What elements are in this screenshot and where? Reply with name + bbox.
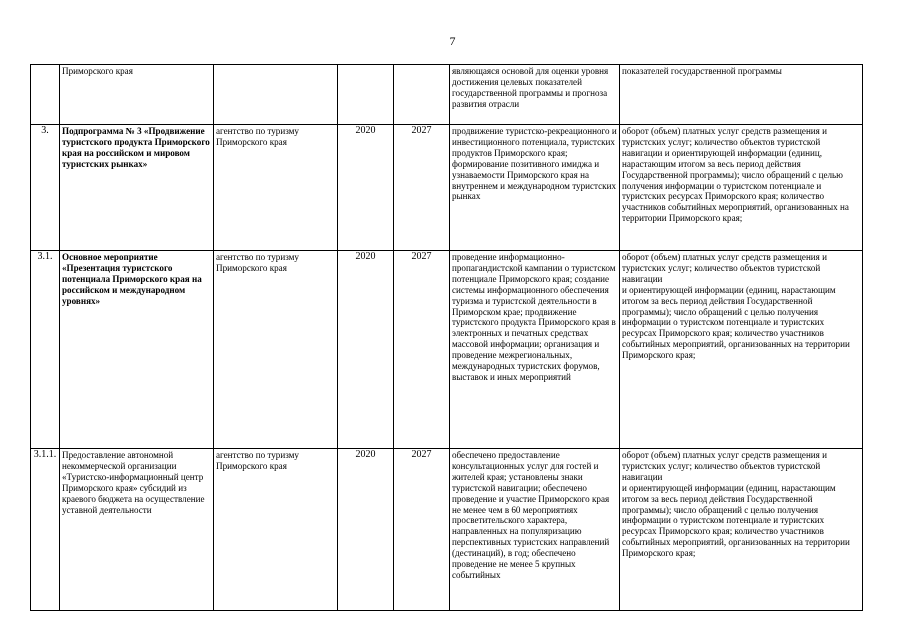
row-number-cell: 3. (31, 125, 60, 251)
row-result-cell: продвижение туристско-рекреационного и инвестиционного потенциала, туристских продуктов Приморского края; формирование позитивного имиджа и узнаваемости Приморского края на внутреннем и международном туристских рынках (450, 125, 620, 251)
row-executor-cell: агентство по туризму Приморского края (214, 125, 338, 251)
table-row (31, 125, 863, 251)
row-result-cell: обеспечено предоставление консультационных услуг для гостей и жителей края; установлены знаки туристской навигации; обеспечено проведение и участие Приморского края не менее чем в 60 мероприятиях просветительского характера, направленных на популяризацию перспективных туристских направлений (дестинаций), в год; обеспечено проведение не менее 5 крупных событийных (450, 449, 620, 611)
row-number-cell: 3.1. (31, 251, 60, 449)
row-start-year-cell: 2020 (338, 251, 394, 449)
row-number-cell: 3.1.1. (31, 449, 60, 611)
row-indicators-cell: оборот (объем) платных услуг средств размещения и туристских услуг; количество объектов туристской навигации и ориентирующей информации (единиц, нарастающим итогом за весь период действия Государственной программы); число обращений с целью получения информации о туристском потенциале и туристских ресурсах Приморского края; количество участников событийных мероприятий, организованных на территории Приморского края; (620, 449, 863, 611)
page-number: 7 (449, 34, 456, 48)
row-indicators-cell: показателей государственной программы (620, 65, 863, 125)
row-end-year-cell: 2027 (394, 251, 450, 449)
table-row (31, 65, 863, 125)
row-result-cell: проведение информационно-пропагандистской кампании о туристском потенциале Приморского края; создание системы информационного обеспечения туризма и туристской деятельности в Приморском крае; продвижение туристского продукта Приморского края в электронных и печатных средствах массовой информации; организация и проведение межрегиональных, международных туристских форумов, выставок и иных мероприятий (450, 251, 620, 449)
row-end-year-cell: 2027 (394, 449, 450, 611)
table-row (31, 251, 863, 449)
row-indicators-cell: оборот (объем) платных услуг средств размещения и туристских услуг; количество объектов туристской навигации и ориентирующей информации (единиц, нарастающим итогом за весь период действия Государственной программы); число обращений с целью получения информации о туристском потенциале и туристских ресурсах Приморского края; количество участников событийных мероприятий, организованных на территории Приморского края; (620, 251, 863, 449)
row-executor-cell (214, 65, 338, 125)
row-executor-cell: агентство по туризму Приморского края (214, 251, 338, 449)
row-indicators-cell: оборот (объем) платных услуг средств размещения и туристских услуг; количество объектов туристской навигации и ориентирующей информации (единиц, нарастающим итогом за весь период действия Государственной программы); число обращений с целью получения информации о туристском потенциале и туристских ресурсах Приморского края; количество участников событийных мероприятий, организованных на территории Приморского края; (620, 125, 863, 251)
row-start-year-cell: 2020 (338, 125, 394, 251)
row-start-year-cell: 2020 (338, 449, 394, 611)
row-name-cell: Основное мероприятие «Презентация туристского потенциала Приморского края на российском и международном уровнях» (60, 251, 214, 449)
row-executor-cell: агентство по туризму Приморского края (214, 449, 338, 611)
row-name-cell: Предоставление автономной некоммерческой организации «Туристско-информационный центр Приморского края» субсидий из краевого бюджета на осуществление уставной деятельности (60, 449, 214, 611)
row-result-cell: являющаяся основой для оценки уровня достижения целевых показателей государственной программы и прогноза развития отрасли (450, 65, 620, 125)
row-start-year-cell (338, 65, 394, 125)
program-table (30, 64, 863, 611)
row-name-cell: Приморского края (60, 65, 214, 125)
table-row (31, 449, 863, 611)
row-name-cell: Подпрограмма № 3 «Продвижение туристского продукта Приморского края на российском и мировом туристских рынках» (60, 125, 214, 251)
row-end-year-cell: 2027 (394, 125, 450, 251)
row-number-cell (31, 65, 60, 125)
row-end-year-cell (394, 65, 450, 125)
